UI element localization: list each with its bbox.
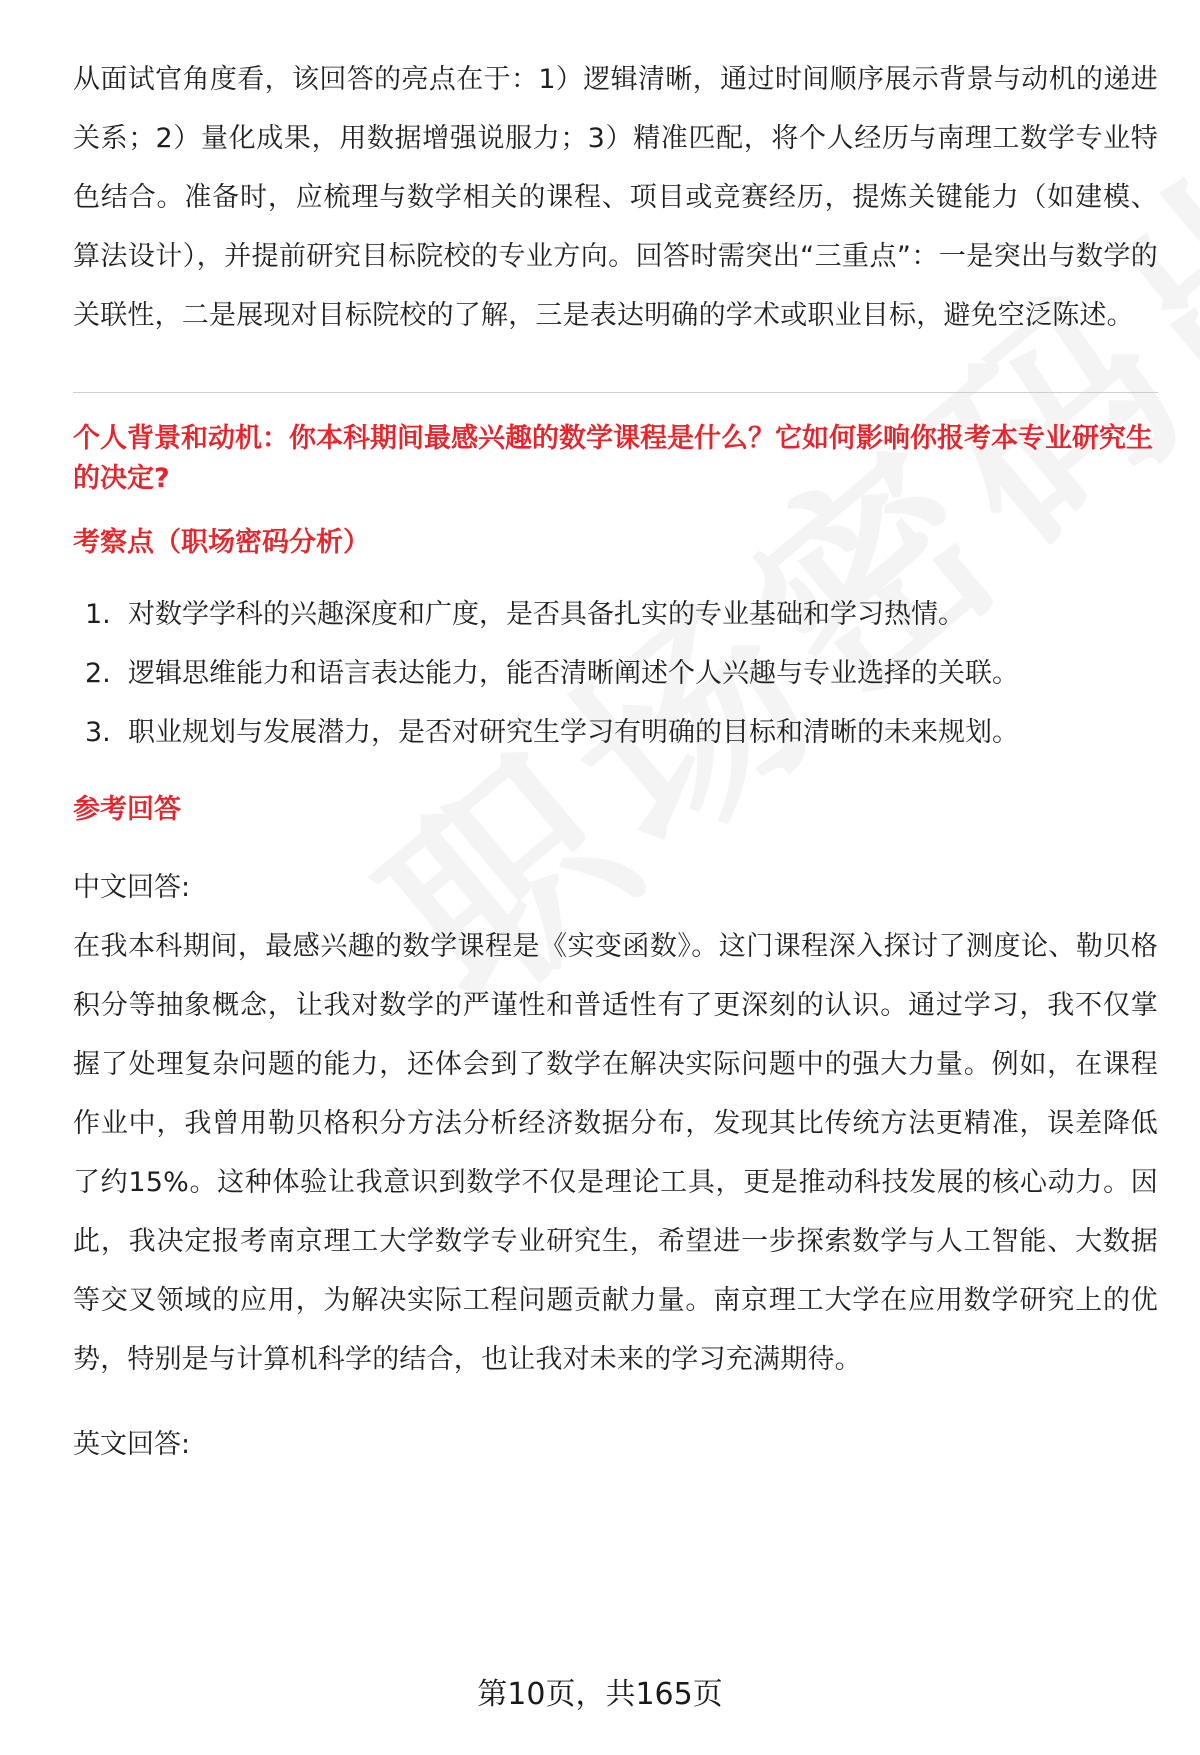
- assessment-item: [73, 703, 1158, 762]
- assessment-item-number: 1.: [85, 599, 111, 630]
- assessment-item-text: 对数学学科的兴趣深度和广度，是否具备扎实的专业基础和学习热情。: [128, 599, 965, 630]
- assessment-item-text: 职业规划与发展潜力，是否对研究生学习有明确的目标和清晰的未来规划。: [128, 717, 1019, 748]
- question-heading: 个人背景和动机：你本科期间最感兴趣的数学课程是什么？它如何影响你报考本专业研究生的决定?: [73, 423, 1153, 494]
- assessment-item-text: 逻辑思维能力和语言表达能力，能否清晰阐述个人兴趣与专业选择的关联。: [128, 658, 1019, 689]
- page-content: [73, 50, 1158, 1474]
- assessment-item-number: 3.: [85, 717, 111, 748]
- assessment-item: [73, 644, 1158, 703]
- chinese-answer-label: 中文回答:: [73, 872, 191, 903]
- assessment-item-number: 2.: [85, 658, 111, 689]
- page-number-footer: 第10页，共165页: [477, 1677, 723, 1712]
- chinese-answer-text: 在我本科期间，最感兴趣的数学课程是《实变函数》。这门课程深入探讨了测度论、勒贝格积分等抽象概念，让我对数学的严谨性和普适性有了更深刻的认识。通过学习，我不仅掌握了处理复杂问题的能力，还体会到了数学在解决实际问题中的强大力量。例如，在课程作业中，我曾用勒贝格积分方法分析经济数据分布，发现其比传统方法更精准，误差降低了约15%。这种体验让我意识到数学不仅是理论工具，更是推动科技发展的核心动力。因此，我决定报考南京理工大学数学专业研究生，希望进一步探索数学与人工智能、大数据等交叉领域的应用，为解决实际工程问题贡献力量。南京理工大学在应用数学研究上的优势，特别是与计算机科学的结合，也让我对未来的学习充满期待。: [73, 931, 1158, 1375]
- section-divider: [73, 392, 1158, 393]
- assessment-list: [73, 585, 1158, 762]
- assessment-title: 考察点（职场密码分析）: [73, 527, 370, 558]
- reference-answer-title: 参考回答: [73, 794, 181, 825]
- assessment-item: [73, 585, 1158, 644]
- english-answer-label: 英文回答:: [73, 1429, 191, 1460]
- intro-paragraph: 从面试官角度看，该回答的亮点在于：1）逻辑清晰，通过时间顺序展示背景与动机的递进关系；2）量化成果，用数据增强说服力；3）精准匹配，将个人经历与南理工数学专业特色结合。准备时，应梳理与数学相关的课程、项目或竞赛经历，提炼关键能力（如建模、算法设计），并提前研究目标院校的专业方向。回答时需突出“三重点”：一是突出与数学的关联性，二是展现对目标院校的了解，三是表达明确的学术或职业目标，避免空泛陈述。: [73, 64, 1158, 331]
